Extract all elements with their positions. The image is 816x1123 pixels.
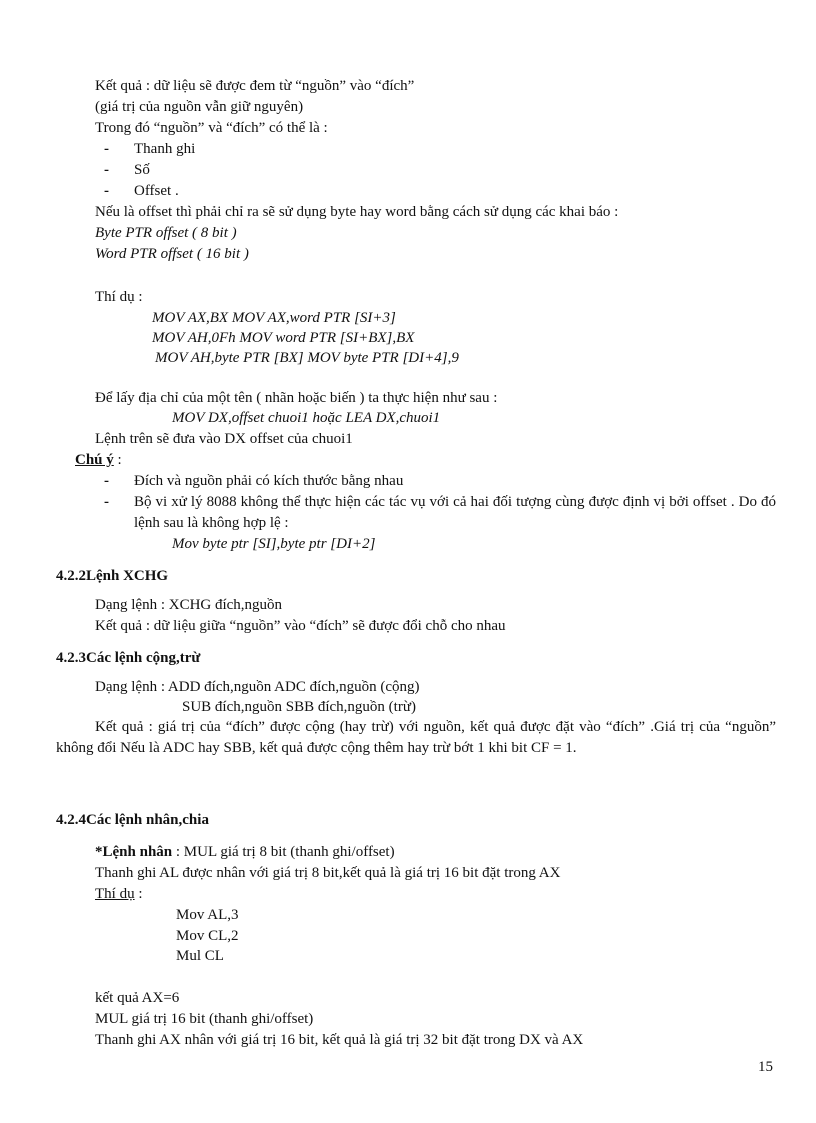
result-line: Kết quả : dữ liệu sẽ được đem từ “nguồn” vào “đích” xyxy=(95,78,415,94)
bullet-dash: - xyxy=(104,183,109,199)
mul-example-heading xyxy=(95,884,143,904)
section-heading-mul-div: 4.2.4Các lệnh nhân,chia xyxy=(56,812,209,828)
note-heading xyxy=(75,450,122,470)
mul-8bit-desc: Thanh ghi AL được nhân với giá trị 8 bit,kết quả là giá trị 16 bit đặt trong AX xyxy=(95,865,561,881)
note-label: Chú ý xyxy=(75,452,114,468)
bullet-dash: - xyxy=(104,494,109,510)
mul-example-label: Thí dụ xyxy=(95,886,135,902)
source-unchanged-line: (giá trị của nguồn vẫn giữ nguyên) xyxy=(95,99,304,115)
section-heading-xchg: 4.2.2Lệnh XCHG xyxy=(56,568,169,584)
bullet-offset: Offset . xyxy=(134,183,179,199)
xchg-result-line: Kết quả : dữ liệu giữa “nguồn” vào “đích” sẽ được đổi chỗ cho nhau xyxy=(95,618,506,634)
mul-16bit-desc: Thanh ghi AX nhân với giá trị 16 bit, kết quả là giá trị 32 bit đặt trong DX và AX xyxy=(95,1032,584,1048)
offset-note-line: Nếu là offset thì phải chỉ ra sẽ sử dụng byte hay word bằng cách sử dụng các khai báo : xyxy=(95,204,619,220)
example-line-1: Mov AL,3 xyxy=(176,907,239,923)
bullet-number: Số xyxy=(134,162,150,178)
address-intro-line: Để lấy địa chỉ của một tên ( nhãn hoặc biến ) ta thực hiện như sau : xyxy=(95,390,498,406)
example-line-2: Mov CL,2 xyxy=(176,928,239,944)
bullet-dash: - xyxy=(104,473,109,489)
word-ptr-line: Word PTR offset ( 16 bit ) xyxy=(95,246,249,262)
note-colon: : xyxy=(113,452,122,468)
mul-example-colon: : xyxy=(134,886,143,902)
section-heading-add-sub: 4.2.3Các lệnh cộng,trừ xyxy=(56,650,201,666)
add-form-line: Dạng lệnh : ADD đích,nguồn ADC đích,nguồn (cộng) xyxy=(95,679,420,695)
mul-result-line: kết quả AX=6 xyxy=(95,990,180,1006)
example-label: Thí dụ : xyxy=(95,289,143,305)
bullet-dash: - xyxy=(104,141,109,157)
operands-intro-line: Trong đó “nguồn” và “đích” có thể là : xyxy=(95,120,328,136)
code-line-4: MOV DX,offset chuoi1 hoặc LEA DX,chuoi1 xyxy=(172,410,441,426)
mul-8bit-line xyxy=(95,842,395,862)
note-item-2: Bộ vi xử lý 8088 không thể thực hiện các tác vụ với cả hai đối tượng cùng được định vị bởi offset . Do đó lệnh sau là không hợp lệ : xyxy=(134,494,776,531)
sub-form-line: SUB đích,nguồn SBB đích,nguồn (trừ) xyxy=(182,699,416,715)
code-line-1: MOV AX,BX MOV AX,word PTR [SI+3] xyxy=(152,310,396,326)
mul-8bit-text: : MUL giá trị 8 bit (thanh ghi/offset) xyxy=(172,844,395,860)
code-line-5: Mov byte ptr [SI],byte ptr [DI+2] xyxy=(172,536,376,552)
example-line-3: Mul CL xyxy=(176,948,224,964)
bullet-dash: - xyxy=(104,162,109,178)
code-line-3: MOV AH,byte PTR [BX] MOV byte PTR [DI+4],9 xyxy=(155,350,459,366)
note-item-1: Đích và nguồn phải có kích thước bằng nhau xyxy=(134,473,404,489)
bullet-register: Thanh ghi xyxy=(134,141,196,157)
byte-ptr-line: Byte PTR offset ( 8 bit ) xyxy=(95,225,237,241)
xchg-form-line: Dạng lệnh : XCHG đích,nguồn xyxy=(95,597,283,613)
add-sub-result-paragraph: Kết quả : giá trị của “đích” được cộng (hay trừ) với nguồn, kết quả được đặt vào “đích” .Giá trị của “nguồn” không đổi Nếu là ADC hay SBB, kết quả được cộng thêm hay trừ bớt 1 khi bit CF = 1. xyxy=(56,719,776,756)
code-line-2: MOV AH,0Fh MOV word PTR [SI+BX],BX xyxy=(152,330,415,346)
mul-label: *Lệnh nhân xyxy=(95,844,173,860)
page-number: 15 xyxy=(758,1059,773,1075)
mul-16bit-line: MUL giá trị 16 bit (thanh ghi/offset) xyxy=(95,1011,314,1027)
address-result-line: Lệnh trên sẽ đưa vào DX offset của chuoi1 xyxy=(95,431,353,447)
